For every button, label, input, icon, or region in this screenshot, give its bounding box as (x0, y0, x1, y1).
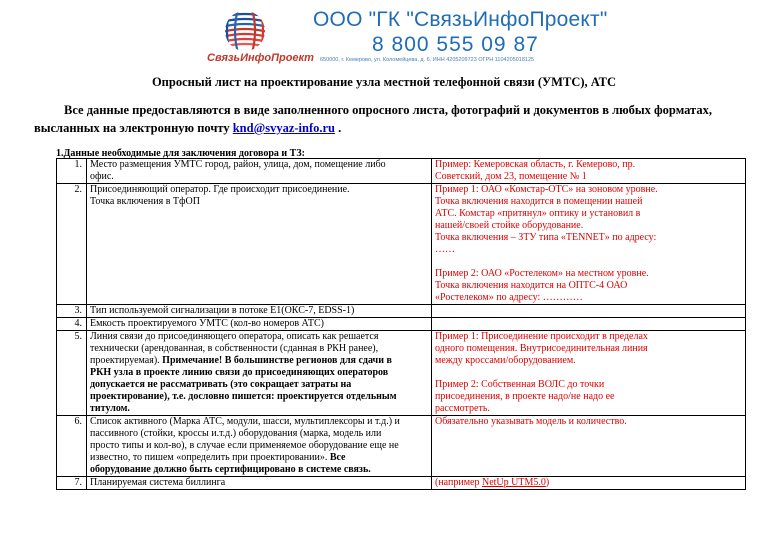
text-line: пассивного (стойки, кроссы и.т.д.) оборудования (марка, модель или (90, 428, 382, 439)
text-line: просто типы и кол-во), в случае если применяемое оборудование еще не (90, 440, 399, 451)
blank-line (435, 256, 742, 268)
note-bold-start: Примечание! В большинстве регионов для сдачи в (162, 355, 392, 366)
letterhead (0, 0, 768, 68)
table-row (57, 416, 746, 477)
row-example (432, 416, 746, 477)
row-description (87, 318, 432, 331)
text-line: Обязательно указывать модель и количество. (435, 416, 627, 427)
row-description (87, 184, 432, 305)
company-name: ООО "ГК "СвязьИнфоПроект" (313, 8, 608, 31)
row-number: 6. (57, 416, 87, 477)
text-line: оборудование должно быть сертифицировано в системе связь. (90, 464, 371, 475)
row-number: 7. (57, 477, 87, 490)
text-line: …… (435, 244, 455, 255)
text-line: проектируемая). (90, 355, 160, 366)
row-description (87, 416, 432, 477)
blank-line (435, 367, 742, 379)
row-number: 1. (57, 159, 87, 184)
text-line: проектирование), т.е. дословно пишется: проектируется отдельным (90, 391, 397, 402)
table-row (57, 159, 746, 184)
globe-logo-icon (222, 9, 268, 53)
text-line: между кроссами/оборудованием. (435, 355, 576, 366)
row-number: 3. (57, 305, 87, 318)
text-line: присоединения, в проекте надо/не надо ее (435, 391, 615, 402)
email-link[interactable]: knd@svyaz-info.ru (232, 121, 336, 135)
text-line: Точка включения находится в помещении нашей (435, 196, 643, 207)
document-title: Опросный лист на проектирование узла местной телефонной связи (УМТС), АТС (151, 75, 617, 89)
row-description (87, 305, 432, 318)
table-row (57, 184, 746, 305)
intro-paragraph (34, 101, 746, 137)
company-phone: 8 800 555 09 87 (372, 33, 539, 56)
text-line: РКН узла в проекте линию связи до присоединяющих операторов (90, 367, 389, 378)
row-example (432, 184, 746, 305)
logo-wordmark: СвязьИнфоПроект (207, 52, 314, 64)
table-row (57, 305, 746, 318)
text-line: Присоединяющий оператор. Где происходит присоединение. (90, 184, 350, 195)
text-line: Пример 1: ОАО «Комстар-ОТС» на зоновом уровне. (435, 184, 658, 195)
row-description (87, 477, 432, 490)
text-line: Тип используемой сигнализации в потоке Е1(ОКС-7, EDSS-1) (90, 305, 355, 316)
company-address: 650000, г. Кемерово, ул. Коломейцева, д. 6, ИНН 4205209723 ОГРН 1104205018125 (320, 57, 535, 63)
row-number: 5. (57, 331, 87, 416)
text-line: Место размещения УМТС город, район, улица, дом, помещение либо (90, 159, 386, 170)
text-line: Советский, дом 23, помещение № 1 (435, 171, 587, 182)
row-number: 4. (57, 318, 87, 331)
table-row (57, 331, 746, 416)
row-example (432, 305, 746, 318)
text-line: Пример: Кемеровская область, г. Кемерово, пр. (435, 159, 636, 170)
text-line: Точка включения в ТфОП (90, 196, 200, 207)
example-suffix: ) (545, 477, 550, 488)
text-line: офис. (90, 171, 114, 182)
questionnaire-table (56, 158, 746, 490)
text-line: Планируемая система биллинга (90, 477, 226, 488)
netup-link[interactable]: NetUp UTM5.0 (481, 477, 546, 488)
text-line: Точка включения находится на ОПТС-4 ОАО (435, 280, 628, 291)
note-bold-start: Все (329, 452, 346, 463)
row-description (87, 159, 432, 184)
example-prefix: (например (435, 477, 482, 488)
text-line: Линия связи до присоединяющего оператора, описать как решается (90, 331, 379, 342)
text-line: одного помещения. Внутрисоединительная линия (435, 343, 648, 354)
section-title: 1.Данные необходимые для заключения договора и ТЗ: (56, 148, 305, 159)
text-line: известно, то пишем «определить при проектировании». (90, 452, 328, 463)
text-line: Емкость проектируемого УМТС (кол-во номеров АТС) (90, 318, 324, 329)
text-line: титулом. (90, 403, 130, 414)
text-line: допускается не рассматривать (это сокращает затраты на (90, 379, 352, 390)
row-description (87, 331, 432, 416)
text-line: Пример 2: Собственная ВОЛС до точки (435, 379, 605, 390)
text-line: технически (арендованная, в собственности (сданная в РКН ранее), (90, 343, 379, 354)
row-example (432, 318, 746, 331)
intro-text: Все данные предоставляются в виде заполненного опросного листа, фотографий и документов в любых форматах, высланных на электронную почту (34, 103, 712, 135)
row-example (432, 477, 746, 490)
intro-tail: . (335, 121, 342, 135)
text-line: Список активного (Марка АТС, модули, шасси, мультиплексоры и т.д.) и (90, 416, 400, 427)
text-line: АТС. Комстар «притянул» оптику и установил в (435, 208, 641, 219)
text-line: Точка включения – ЗТУ типа «TENNET» по адресу: (435, 232, 657, 243)
text-line: Пример 2: ОАО «Ростелеком» на местном уровне. (435, 268, 649, 279)
text-line: «Ростелеком» по адресу: ………… (435, 292, 583, 303)
table-row (57, 477, 746, 490)
row-example (432, 331, 746, 416)
text-line: нашей/своей стойке оборудование. (435, 220, 584, 231)
table-row (57, 318, 746, 331)
text-line: Пример 1: Присоединение происходит в пределах (435, 331, 648, 342)
row-example (432, 159, 746, 184)
row-number: 2. (57, 184, 87, 305)
text-line: рассмотреть. (435, 403, 490, 414)
